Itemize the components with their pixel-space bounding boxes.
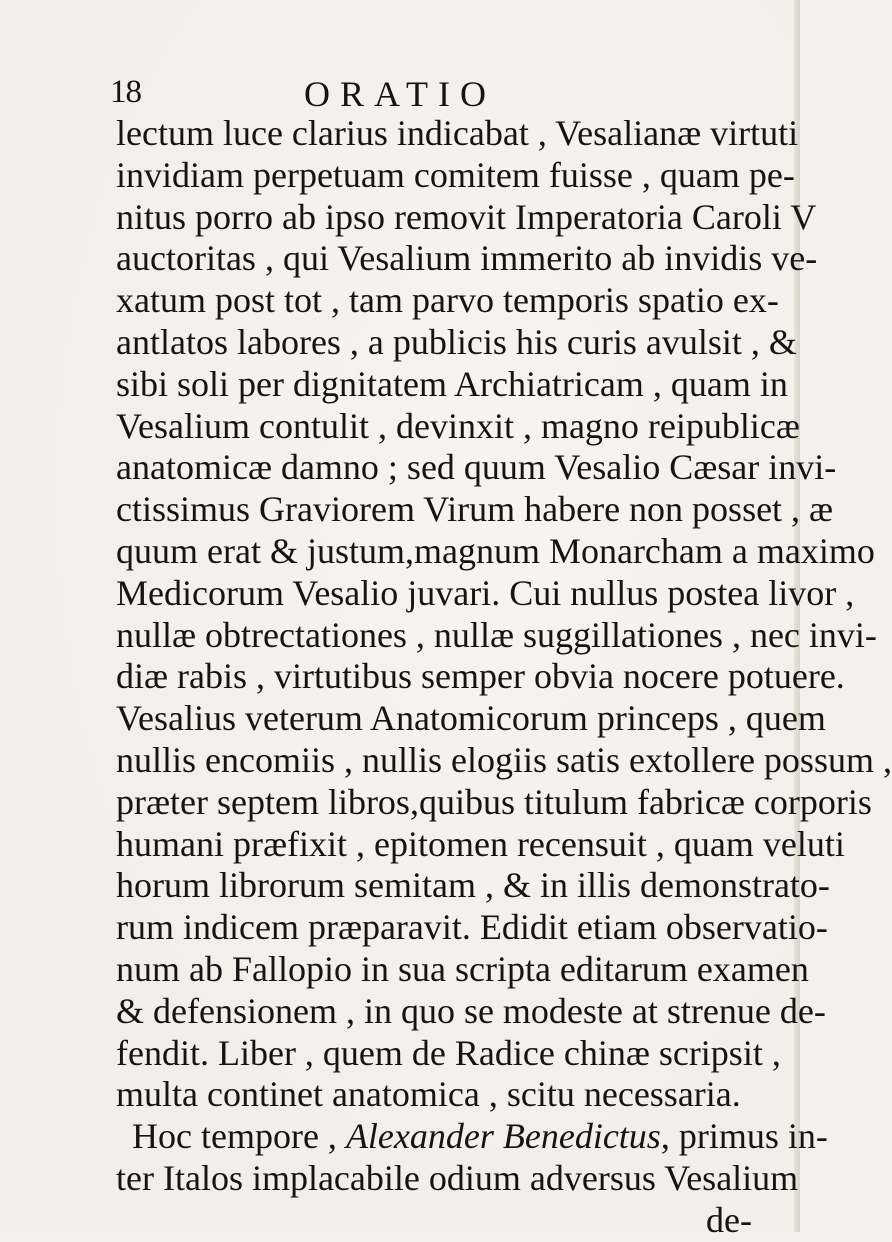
text-line: nullæ obtrectationes , nullæ suggillationes , nec invi- <box>116 614 877 655</box>
italic-name: Alexander Benedictus <box>345 1116 661 1157</box>
text-line: num ab Fallopio in sua scripta editarum examen <box>116 948 809 989</box>
text-line: multa continet anatomica , scitu necessaria. <box>116 1074 741 1115</box>
catchword-row <box>116 1200 800 1242</box>
page-number: 18 <box>110 74 141 110</box>
text-line: fendit. Liber , quem de Radice chinæ scripsit , <box>116 1032 781 1073</box>
text-line: & defensionem , in quo se modeste at strenue de- <box>116 990 826 1031</box>
text-line: Vesalius veterum Anatomicorum princeps , quem <box>116 698 826 739</box>
text-line: diæ rabis , virtutibus semper obvia nocere potuere. <box>116 656 845 697</box>
text-line: quum erat & justum,magnum Monarcham a maximo <box>116 530 875 571</box>
paragraph-start-line <box>116 1116 828 1158</box>
text-line: rum indicem præparavit. Edidit etiam observatio- <box>116 907 828 948</box>
text-line: anatomicæ damno ; sed quum Vesalio Cæsar invi- <box>116 447 837 488</box>
text-line: ter Italos implacabile odium adversus Vesalium <box>116 1157 799 1198</box>
text-line: ctissimus Graviorem Virum habere non posset , æ <box>116 489 834 530</box>
body-text <box>116 113 892 1242</box>
text-line: auctoritas , qui Vesalium immerito ab invidis ve- <box>116 238 818 279</box>
catchword: de- <box>706 1199 752 1240</box>
text-line: nitus porro ab ipso removit Imperatoria Caroli V <box>116 196 817 237</box>
paragraph-start-rest: , primus in- <box>660 1116 828 1157</box>
text-line: lectum luce clarius indicabat , Vesalianæ virtuti <box>116 113 799 153</box>
paragraph-start-text: Hoc tempore , <box>132 1116 337 1157</box>
text-line: Vesalium contulit , devinxit , magno reipublicæ <box>116 405 800 446</box>
text-line: invidiam perpetuam comitem fuisse , quam pe- <box>116 154 795 195</box>
text-line: humani præfixit , epitomen recensuit , quam veluti <box>116 823 845 864</box>
text-line: Medicorum Vesalio juvari. Cui nullus postea livor , <box>116 572 855 613</box>
text-line: xatum post tot , tam parvo temporis spatio ex- <box>116 280 779 321</box>
text-line: sibi soli per dignitatem Archiatricam , quam in <box>116 363 788 404</box>
text-line: nullis encomiis , nullis elogiis satis extollere possum , <box>116 739 892 780</box>
text-line: præter septem libros,quibus titulum fabricæ corporis <box>116 781 872 822</box>
page-header <box>0 60 800 114</box>
text-line: horum librorum semitam , & in illis demonstrato- <box>116 865 830 906</box>
running-head: ORATIO <box>304 74 496 114</box>
text-line: antlatos labores , a publicis his curis avulsit , & <box>116 321 797 362</box>
